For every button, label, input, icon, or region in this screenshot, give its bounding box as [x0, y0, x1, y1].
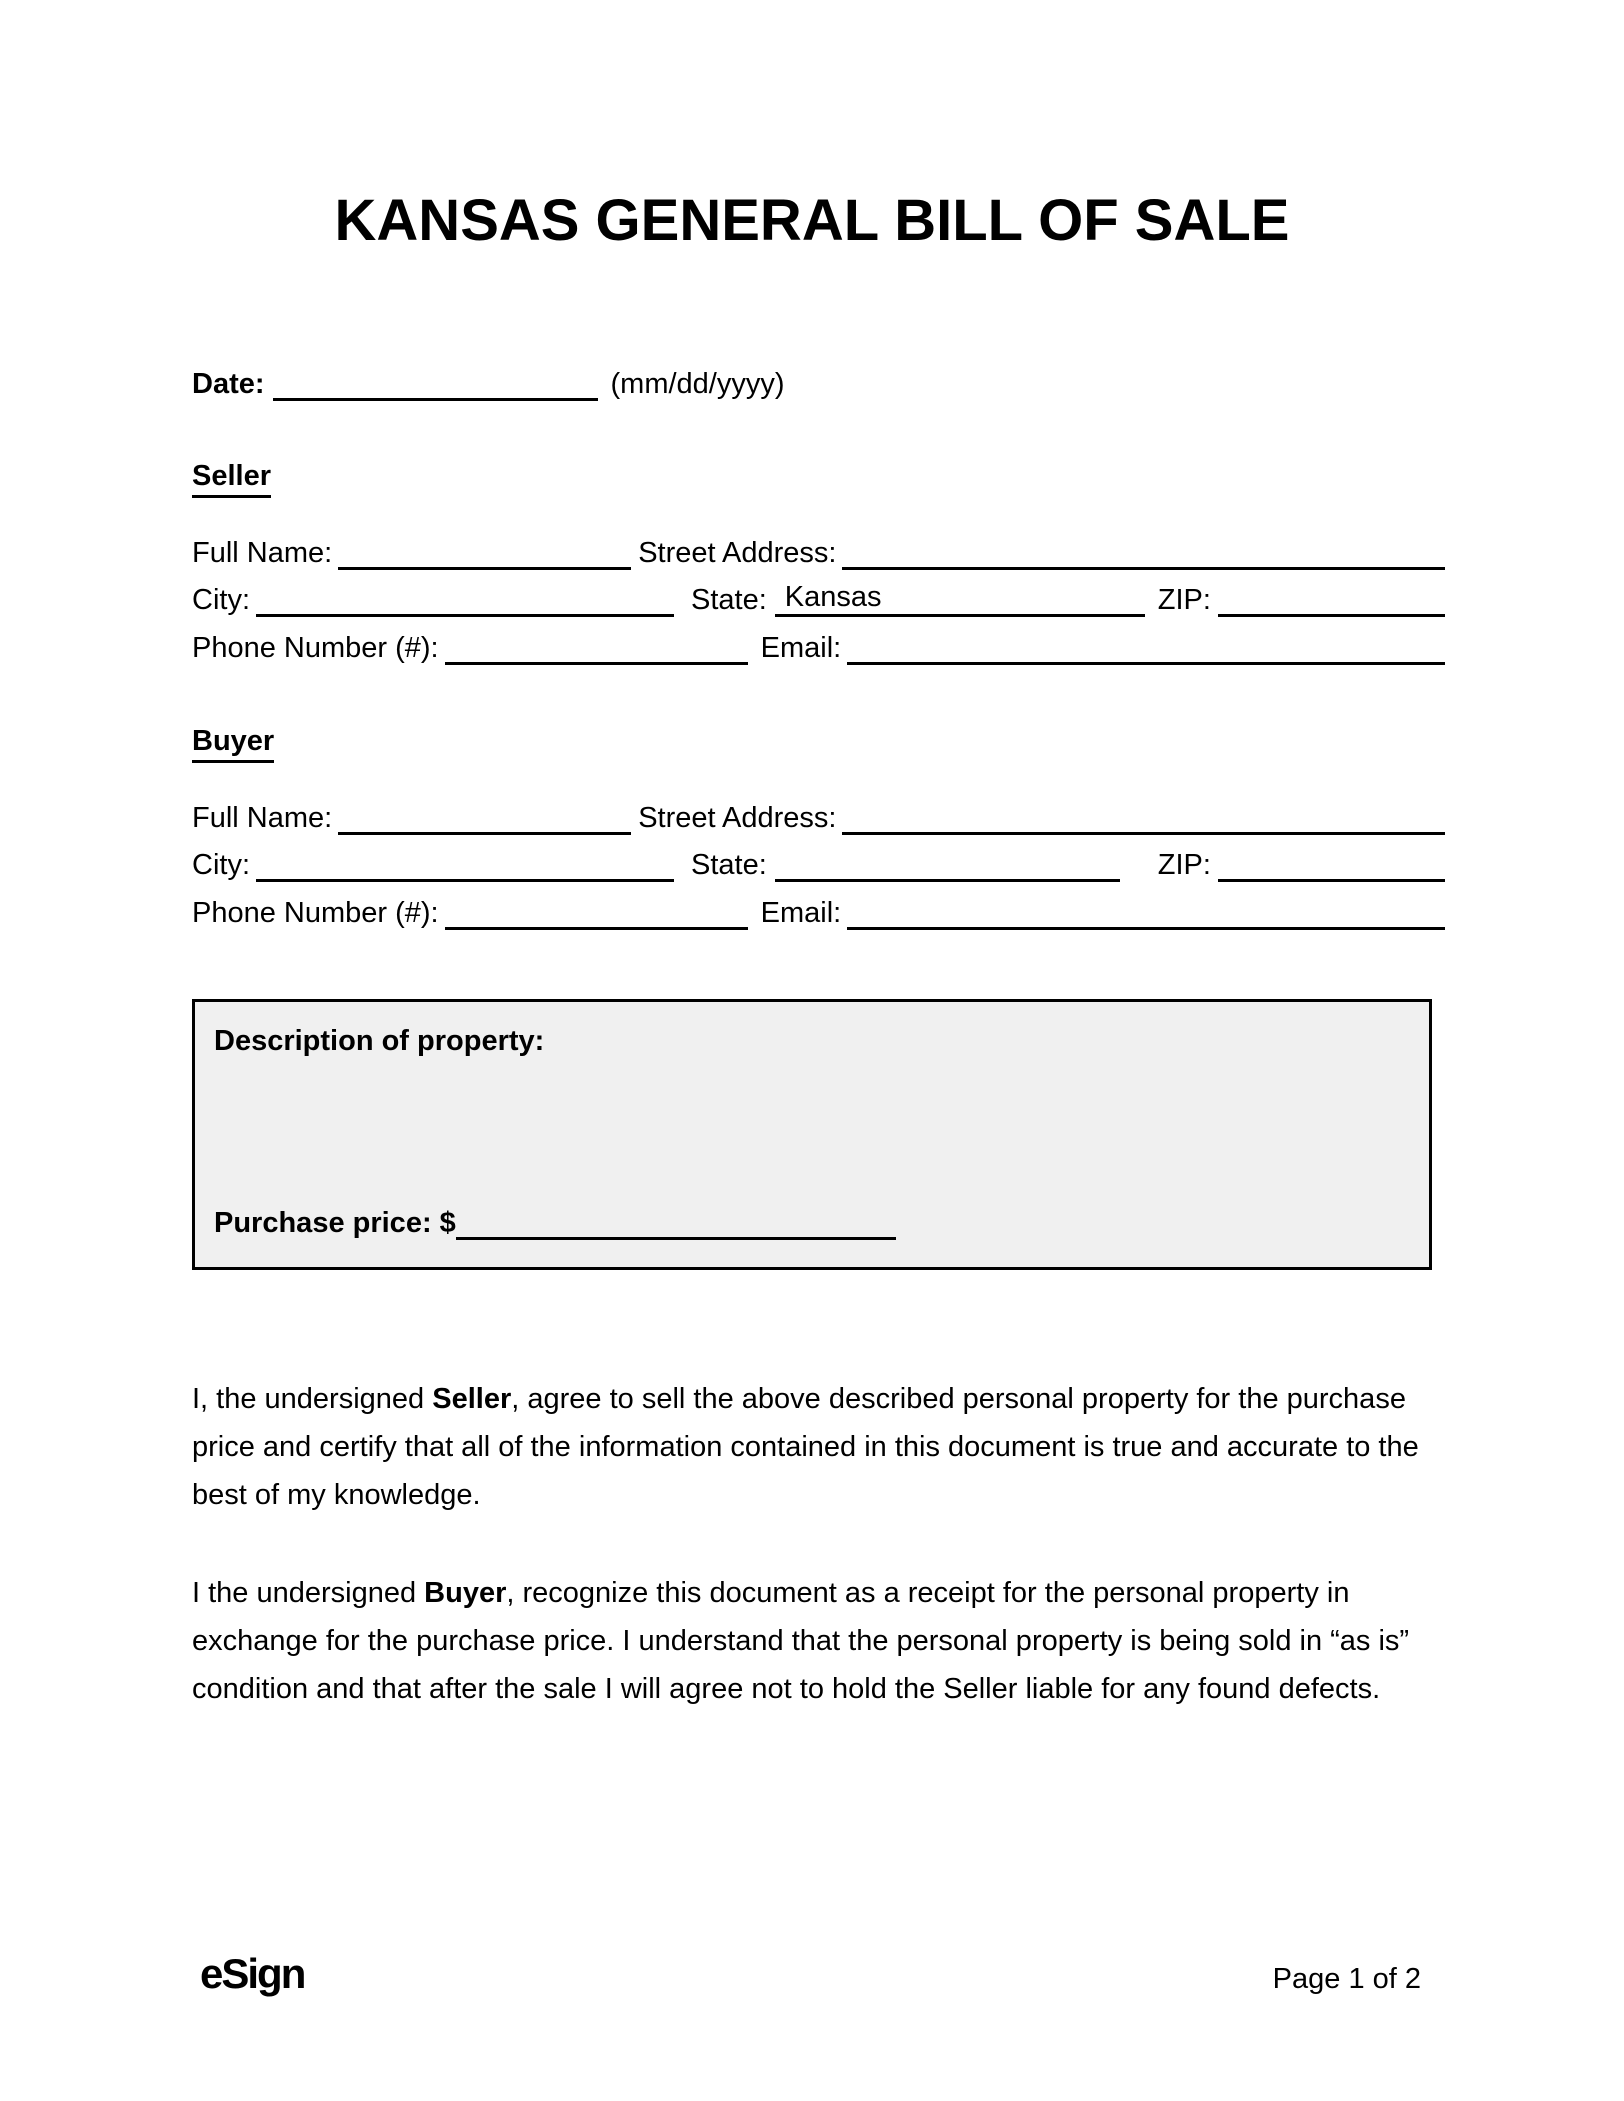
- buyer-street-address-label: Street Address:: [638, 802, 837, 834]
- buyer-full-name-label: Full Name:: [192, 802, 333, 834]
- buyer-street-address-field[interactable]: [842, 798, 1445, 835]
- seller-street-address-field[interactable]: [842, 533, 1445, 570]
- seller-street-address-label: Street Address:: [638, 537, 837, 569]
- buyer-full-name-field[interactable]: [338, 798, 631, 835]
- seller-phone-email-row: [192, 620, 1445, 665]
- buyer-state-field[interactable]: [775, 845, 1120, 882]
- esign-logo: eSign: [200, 1950, 305, 1997]
- seller-city-label: City:: [192, 584, 250, 616]
- buyer-phone-email-row: [192, 885, 1445, 930]
- dollar-sign: $: [439, 1207, 456, 1239]
- seller-zip-label: ZIP:: [1157, 584, 1211, 616]
- buyer-zip-field[interactable]: [1218, 845, 1445, 882]
- date-format-hint: (mm/dd/yyyy): [610, 368, 785, 400]
- property-description-box: [192, 999, 1432, 1270]
- buyer-section-heading: Buyer: [192, 725, 274, 763]
- page-footer: [200, 1950, 1421, 1998]
- buyer-phone-field[interactable]: [445, 893, 748, 930]
- buyer-email-label: Email:: [760, 897, 842, 929]
- date-field[interactable]: [273, 364, 598, 401]
- seller-phone-field[interactable]: [445, 628, 748, 665]
- seller-email-field[interactable]: [847, 628, 1445, 665]
- page-indicator: Page 1 of 2: [1272, 1963, 1421, 1995]
- seller-section-heading: Seller: [192, 460, 271, 498]
- date-label: Date:: [192, 368, 265, 400]
- buyer-email-field[interactable]: [847, 893, 1445, 930]
- property-description-label: Description of property:: [214, 1025, 545, 1057]
- seller-state-label: State:: [691, 584, 767, 616]
- buyer-bold-word: Buyer: [424, 1577, 507, 1609]
- page-title: KANSAS GENERAL BILL OF SALE: [334, 188, 1290, 253]
- property-description-field[interactable]: [214, 1072, 1410, 1197]
- date-row: [192, 356, 1445, 401]
- buyer-phone-label: Phone Number (#):: [192, 897, 439, 929]
- seller-city-field[interactable]: [256, 580, 674, 617]
- seller-name-address-row: [192, 525, 1445, 570]
- buyer-city-state-zip-row: [192, 837, 1445, 882]
- seller-full-name-label: Full Name:: [192, 537, 333, 569]
- buyer-city-field[interactable]: [256, 845, 674, 882]
- purchase-price-label: Purchase price:: [214, 1207, 432, 1239]
- seller-state-field[interactable]: [775, 580, 1145, 617]
- buyer-name-address-row: [192, 790, 1445, 835]
- buyer-city-label: City:: [192, 849, 250, 881]
- buyer-state-label: State:: [691, 849, 767, 881]
- purchase-price-row: [214, 1195, 896, 1240]
- seller-bold-word: Seller: [432, 1383, 512, 1415]
- seller-zip-field[interactable]: [1218, 580, 1445, 617]
- seller-agreement-paragraph: I, the undersigned Seller, agree to sell the above described personal property for the purchase price and certify that all of the information contained in this document is true and accurate to the best of my knowledge.: [192, 1383, 1419, 1511]
- buyer-zip-label: ZIP:: [1157, 849, 1211, 881]
- buyer-agreement-paragraph: I the undersigned Buyer, recognize this document as a receipt for the personal property in exchange for the purchase price. I understand that the personal property is being sold in “as is” condition and that after the sale I will agree not to hold the Seller liable for any found defects.: [192, 1577, 1410, 1705]
- seller-email-label: Email:: [760, 632, 842, 664]
- seller-city-state-zip-row: [192, 572, 1445, 617]
- seller-phone-label: Phone Number (#):: [192, 632, 439, 664]
- purchase-price-field[interactable]: [456, 1203, 896, 1240]
- seller-state-value[interactable]: Kansas: [784, 581, 882, 613]
- seller-full-name-field[interactable]: [338, 533, 631, 570]
